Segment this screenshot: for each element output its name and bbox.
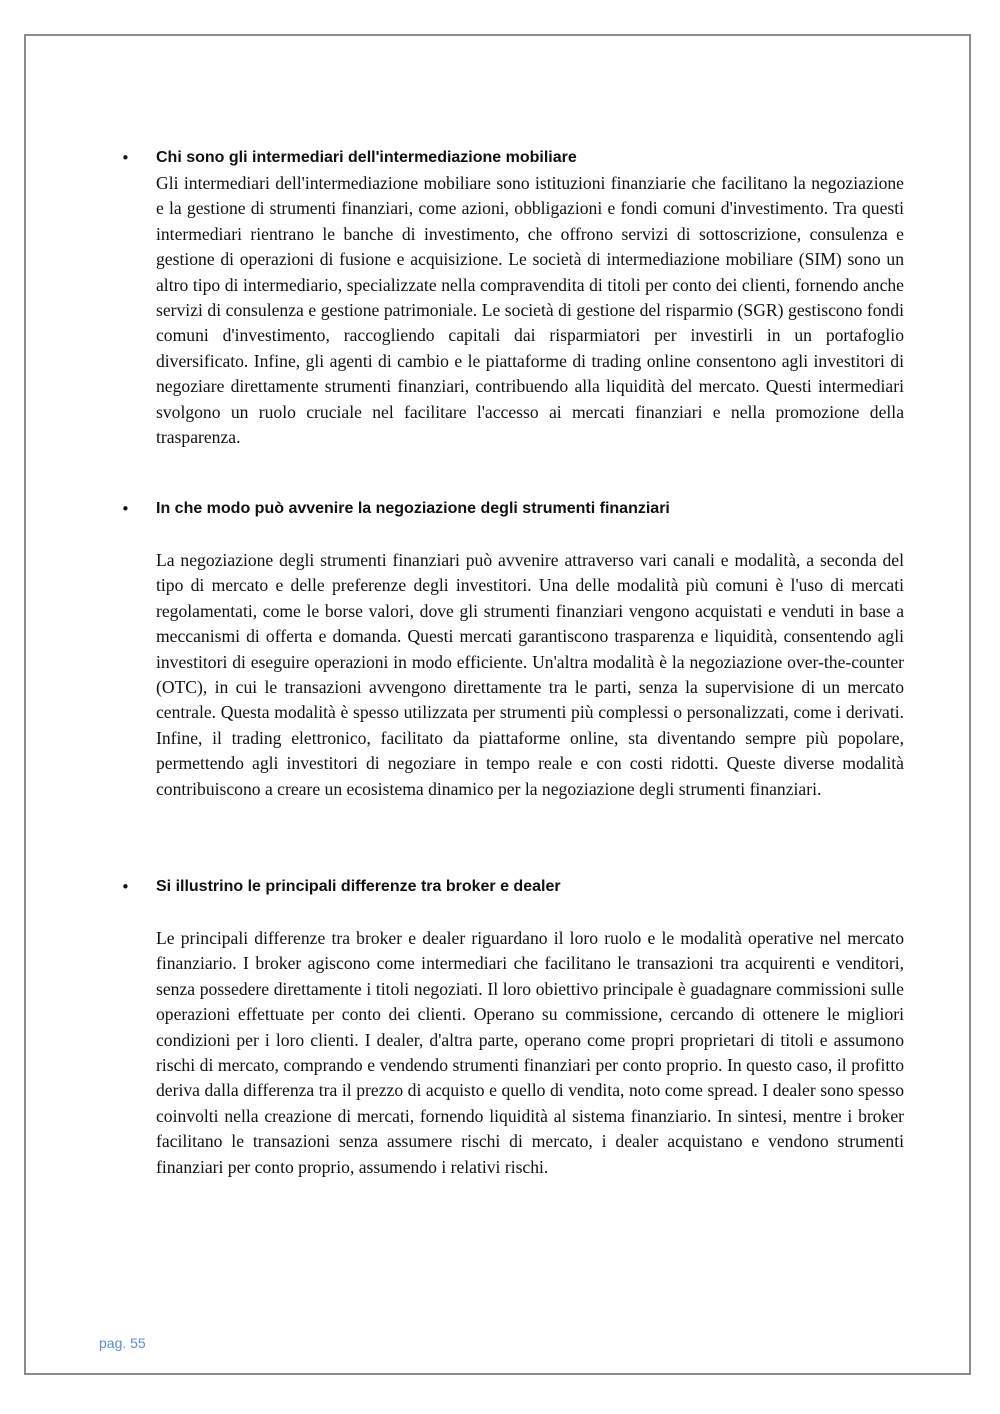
- section-heading: In che modo può avvenire la negoziazione degli strumenti finanziari: [156, 500, 670, 517]
- section-body: Le principali differenze tra broker e dealer riguardano il loro ruolo e le modalità operative nel mercato finanziario. I broker agiscono come intermediari che facilitano le transazioni tra acquirenti e venditori, senza possedere direttamente i titoli negoziati. Il loro obiettivo principale è guadagnare commissioni sulle operazioni effettuate per conto dei clienti. Operano su commissione, cercando di ottenere le migliori condizioni per i loro clienti. I dealer, d'altra parte, operano come propri proprietari di titoli e assumono rischi di mercato, comprando e vendendo strumenti finanziari per conto proprio. In questo caso, il profitto deriva dalla differenza tra il prezzo di acquisto e quello di vendita, noto come spread. I dealer sono spesso coinvolti nella creazione di mercati, fornendo liquidità al sistema finanziario. In sintesi, mentre i broker facilitano le transazioni senza assumere rischi di mercato, i dealer acquistano e vendono strumenti finanziari per conto proprio, assumendo i relativi rischi.: [156, 928, 904, 1177]
- bullet-icon: •: [121, 500, 130, 518]
- section-intermediari: [121, 146, 904, 450]
- page-number: pag. 55: [99, 1335, 146, 1351]
- section-body: La negoziazione degli strumenti finanziari può avvenire attraverso vari canali e modalità, a seconda del tipo di mercato e delle preferenze degli investitori. Una delle modalità più comuni è l'uso di mercati regolamentati, come le borse valori, dove gli strumenti finanziari vengono acquistati e venduti in base a meccanismi di offerta e domanda. Questi mercati garantiscono trasparenza e liquidità, consentendo agli investitori di eseguire operazioni in modo efficiente. Un'altra modalità è la negoziazione over-the-counter (OTC), in cui le transazioni avvengono direttamente tra le parti, senza la supervisione di un mercato centrale. Questa modalità è spesso utilizzata per strumenti più complessi o personalizzati, come i derivati. Infine, il trading elettronico, facilitato da piattaforme online, sta diventando sempre più popolare, permettendo agli investitori di negoziare in tempo reale e con costi ridotti. Queste diverse modalità contribuiscono a creare un ecosistema dinamico per la negoziazione degli strumenti finanziari.: [156, 550, 904, 799]
- section-heading: Si illustrino le principali differenze tra broker e dealer: [156, 878, 561, 895]
- section-broker-dealer: [121, 875, 904, 1180]
- section-heading: Chi sono gli intermediari dell'intermediazione mobiliare: [156, 149, 577, 166]
- section-negoziazione: [121, 497, 904, 802]
- bullet-icon: •: [121, 149, 130, 167]
- section-body: Gli intermediari dell'intermediazione mobiliare sono istituzioni finanziarie che facilitano la negoziazione e la gestione di strumenti finanziari, come azioni, obbligazioni e fondi comuni d'investimento. Tra questi intermediari rientrano le banche di investimento, che offrono servizi di sottoscrizione, consulenza e gestione di operazioni di fusione e acquisizione. Le società di intermediazione mobiliare (SIM) sono un altro tipo di intermediario, specializzate nella compravendita di titoli per conto dei clienti, fornendo anche servizi di consulenza e gestione patrimoniale. Le società di gestione del risparmio (SGR) gestiscono fondi comuni d'investimento, raccogliendo capitali dai risparmiatori per investirli in un portafoglio diversificato. Infine, gli agenti di cambio e le piattaforme di trading online consentono agli investitori di negoziare direttamente strumenti finanziari, contribuendo alla liquidità del mercato. Questi intermediari svolgono un ruolo cruciale nel facilitare l'accesso ai mercati finanziari e nella promozione della trasparenza.: [156, 173, 904, 448]
- bullet-icon: •: [121, 878, 130, 896]
